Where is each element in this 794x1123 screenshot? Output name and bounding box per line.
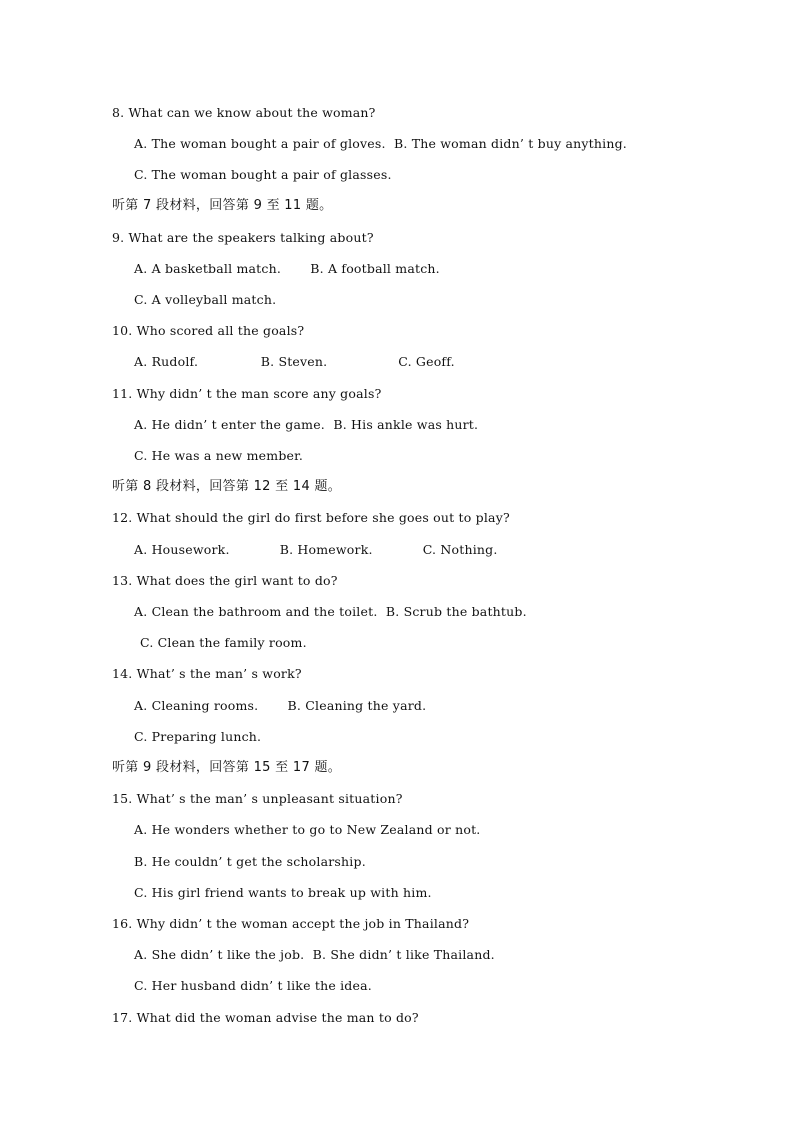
question-17: 17. What did the woman advise the man to do?: [112, 1010, 419, 1025]
option-line: A. He wonders whether to go to New Zealand or not.: [134, 822, 481, 837]
option-line: C. The woman bought a pair of glasses.: [134, 167, 392, 182]
option-line: C. Clean the family room.: [140, 635, 307, 650]
section-heading-8: 听第 8 段材料，回答第 12 至 14 题。: [112, 479, 342, 494]
option-line: A. Housework. B. Homework. C. Nothing.: [134, 542, 498, 557]
question-8: 8. What can we know about the woman?: [112, 105, 376, 120]
option-line: C. Preparing lunch.: [134, 729, 262, 744]
question-16: 16. Why didn’ t the woman accept the job in Thailand?: [112, 916, 470, 931]
question-11: 11. Why didn’ t the man score any goals?: [112, 386, 382, 401]
option-line: A. The woman bought a pair of gloves. B. The woman didn’ t buy anything.: [134, 136, 627, 151]
question-9: 9. What are the speakers talking about?: [112, 230, 374, 245]
question-12: 12. What should the girl do first before she goes out to play?: [112, 510, 510, 525]
option-line: A. He didn’ t enter the game. B. His ankle was hurt.: [134, 417, 479, 432]
option-line: C. His girl friend wants to break up with him.: [134, 885, 432, 900]
option-line: A. Rudolf. B. Steven. C. Geoff.: [134, 354, 455, 369]
option-line: C. He was a new member.: [134, 448, 304, 463]
option-line: B. He couldn’ t get the scholarship.: [134, 854, 366, 869]
section-heading-9: 听第 9 段材料，回答第 15 至 17 题。: [112, 760, 342, 775]
question-14: 14. What’ s the man’ s work?: [112, 666, 302, 681]
section-heading-7: 听第 7 段材料，回答第 9 至 11 题。: [112, 198, 333, 213]
question-10: 10. Who scored all the goals?: [112, 323, 305, 338]
option-line: A. Clean the bathroom and the toilet. B. Scrub the bathtub.: [134, 604, 527, 619]
option-line: A. A basketball match. B. A football match.: [134, 261, 440, 276]
option-line: C. A volleyball match.: [134, 292, 277, 307]
option-line: A. She didn’ t like the job. B. She didn’ t like Thailand.: [134, 947, 495, 962]
option-line: A. Cleaning rooms. B. Cleaning the yard.: [134, 698, 427, 713]
question-15: 15. What’ s the man’ s unpleasant situation?: [112, 791, 403, 806]
option-line: C. Her husband didn’ t like the idea.: [134, 978, 372, 993]
question-13: 13. What does the girl want to do?: [112, 573, 338, 588]
